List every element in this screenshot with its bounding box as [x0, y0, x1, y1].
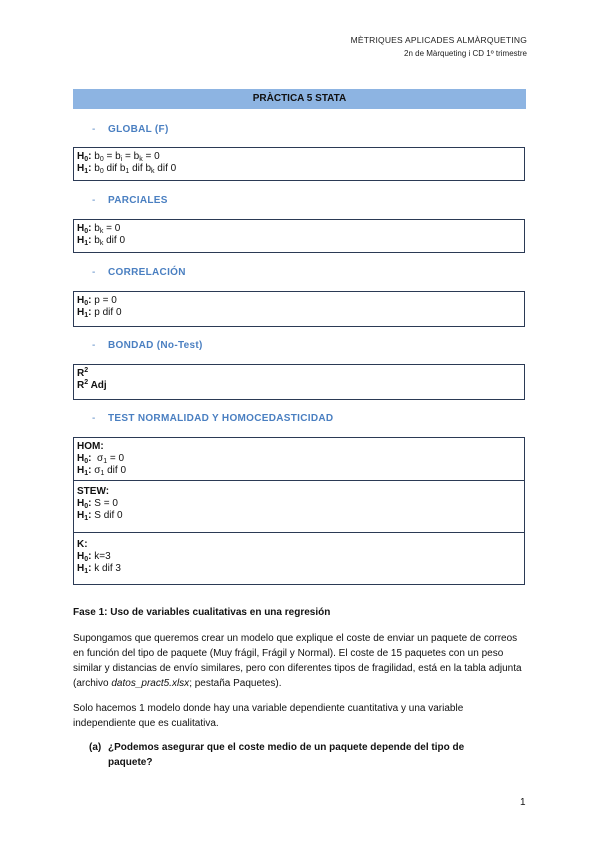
hom-h1: $H_1$: $\sigma_1$ dif 0: [77, 465, 127, 477]
correlacion-h1: $H_1$: p dif 0: [77, 307, 122, 319]
r-squared: $R^2$: [77, 367, 89, 379]
global-h1: $H_1$: $b_0$ dif $b_1$ dif $b_k$ dif 0: [77, 163, 177, 175]
section-bondad: [92, 340, 203, 351]
correlacion-hypotheses-box: [73, 291, 525, 327]
bondad-box: [73, 364, 525, 400]
parciales-hypotheses-box: [73, 219, 525, 253]
hom-title: HOM:: [77, 441, 104, 452]
r-squared-adj: $R^2$ Adj: [77, 379, 107, 391]
section-parciales: [92, 195, 168, 206]
test-hypotheses-box: [73, 437, 525, 585]
question-a-label: (a): [89, 742, 102, 753]
correlacion-h0: $H_0$: p = 0: [77, 295, 117, 307]
hom-cell: [74, 438, 524, 481]
global-hypotheses-box: [73, 147, 525, 181]
question-a-text: ¿Podemos asegurar que el coste medio de un paquete depende del tipo de paquete?: [108, 742, 465, 768]
header-course-subtitle: 2n de Màrqueting i CD 1º trimestre: [404, 49, 527, 58]
header-course-title: MÈTRIQUES APLICADES ALMÀRQUETING: [350, 35, 527, 45]
section-global: [92, 124, 169, 135]
section-correlacion-title: CORRELACIÓN: [108, 267, 186, 278]
section-test: [92, 413, 333, 424]
section-parciales-title: PARCIALES: [108, 195, 168, 206]
file-name: datos_pract5.xlsx: [111, 678, 190, 689]
k-h0: $H_0$: k=3: [77, 551, 111, 563]
stew-title: STEW:: [77, 486, 110, 497]
section-bondad-title: BONDAD (No-Test): [108, 340, 203, 351]
bullet-dash: -: [92, 195, 96, 206]
practice-title-banner: PRÀCTICA 5 STATA: [73, 89, 526, 109]
fase1-title: Fase 1: Uso de variables cualitativas en una regresión: [73, 607, 331, 618]
section-test-title: TEST NORMALIDAD Y HOMOCEDASTICIDAD: [108, 413, 334, 424]
stew-h0: $H_0$: S = 0: [77, 498, 118, 510]
question-a: [89, 740, 509, 770]
fase1-paragraph-2: Solo hacemos 1 modelo donde hay una variable dependiente cuantitativa y una variable independiente que es cualitativa.: [73, 703, 464, 729]
page-number: 1: [520, 797, 526, 808]
bullet-dash: -: [92, 340, 96, 351]
stew-h1: $H_1$: S dif 0: [77, 510, 123, 522]
k-title: K:: [77, 539, 88, 550]
stew-cell: [74, 481, 524, 533]
bullet-dash: -: [92, 267, 96, 278]
fase1-paragraph-1: Supongamos que queremos crear un modelo que explique el coste de enviar un paquete de correos en función del tipo de paquete (Muy frágil, Frágil y Normal). El coste de 15 paquetes con un peso similar y distancias de envío similares, pero con diferentes tipos de fragilidad, está en la tabla adjunta (archivo datos_pract5.xlsx; pestaña Paquetes).: [73, 633, 522, 689]
bullet-dash: -: [92, 413, 96, 424]
section-correlacion: [92, 267, 186, 278]
k-cell: [74, 533, 524, 578]
bullet-dash: -: [92, 124, 96, 135]
hom-h0: $H_0$: $\sigma_1 = 0$: [77, 453, 125, 465]
parciales-h0: $H_0$: $b_k = 0$: [77, 223, 121, 235]
section-global-title: GLOBAL (F): [108, 124, 169, 135]
k-h1: $H_1$: k dif 3: [77, 563, 121, 575]
parciales-h1: $H_1$: $b_k$ dif 0: [77, 235, 126, 247]
global-h0: $H_0$: $b_0 = b_i = b_k = 0$: [77, 151, 160, 163]
